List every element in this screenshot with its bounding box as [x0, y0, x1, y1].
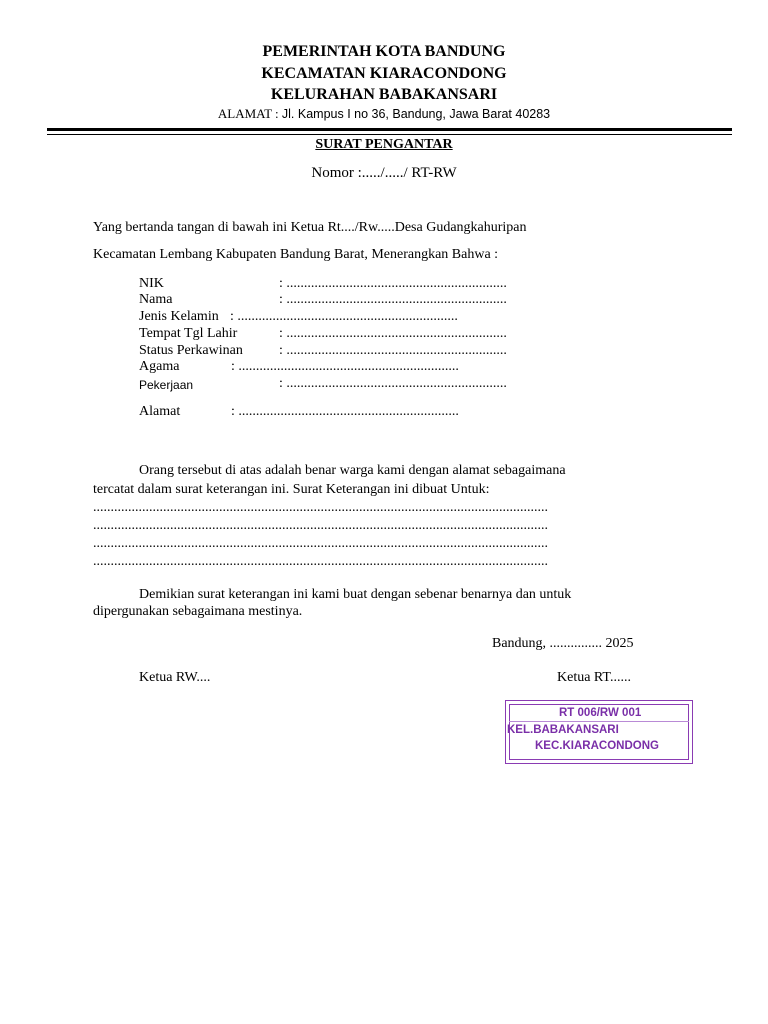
rt-stamp-divider — [509, 721, 689, 722]
letterhead-rule-thin — [47, 134, 732, 135]
body-paragraph-line-1: Orang tersebut di atas adalah benar warga kami dengan alamat sebagaimana — [139, 463, 566, 478]
field-jenis-kelamin-label: Jenis Kelamin — [139, 309, 219, 324]
field-nik-value: : ............................................................... — [279, 276, 507, 291]
stamp-kelurahan: KEL.BABAKANSARI — [507, 724, 619, 736]
document-title: SURAT PENGANTAR — [315, 137, 453, 152]
purpose-dotted-line-1: .................................................................................................................................. — [93, 500, 548, 515]
address-label: ALAMAT : — [217, 106, 282, 121]
field-status-perkawinan-label: Status Perkawinan — [139, 343, 243, 358]
stamp-rt-rw: RT 006/RW 001 — [559, 707, 642, 719]
signature-rt-label: Ketua RT...... — [557, 670, 631, 685]
field-nik-label: NIK — [139, 276, 164, 291]
field-pekerjaan-label: Pekerjaan — [139, 378, 194, 392]
intro-line-2: Kecamatan Lembang Kabupaten Bandung Barat, Menerangkan Bahwa : — [93, 247, 499, 262]
purpose-dotted-line-4: .................................................................................................................................. — [93, 554, 548, 569]
field-alamat-value: : ............................................................... — [231, 404, 459, 419]
field-agama-label: Agama — [139, 359, 180, 374]
letterhead-address — [0, 106, 768, 122]
letterhead-line-2: KECAMATAN KIARACONDONG — [261, 65, 507, 82]
body-paragraph-line-2: tercatat dalam surat keterangan ini. Surat Keterangan ini dibuat Untuk: — [93, 482, 490, 497]
field-alamat-label: Alamat — [139, 404, 181, 419]
field-pekerjaan-value: : ............................................................... — [279, 376, 507, 391]
field-tempat-tgl-lahir-value: : ............................................................... — [279, 326, 507, 341]
field-tempat-tgl-lahir-label: Tempat Tgl Lahir — [139, 326, 238, 341]
field-nama-label: Nama — [139, 292, 173, 307]
letterhead-rule-thick — [47, 128, 732, 131]
field-jenis-kelamin-value: : ............................................................... — [230, 309, 458, 324]
field-agama-value: : ............................................................... — [231, 359, 459, 374]
field-nama-value: : ............................................................... — [279, 292, 507, 307]
intro-line-1: Yang bertanda tangan di bawah ini Ketua Rt..../Rw.....Desa Gudangkahuripan — [93, 220, 527, 235]
date-line: Bandung, ............... 2025 — [492, 636, 634, 651]
purpose-dotted-line-2: .................................................................................................................................. — [93, 518, 548, 533]
signature-rw-label: Ketua RW.... — [139, 670, 211, 685]
letterhead-line-3: KELURAHAN BABAKANSARI — [270, 86, 498, 103]
field-status-perkawinan-value: : ............................................................... — [279, 343, 507, 358]
purpose-dotted-line-3: .................................................................................................................................. — [93, 536, 548, 551]
address-value: Jl. Kampus I no 36, Bandung, Jawa Barat 40283 — [281, 107, 551, 121]
stamp-kecamatan: KEC.KIARACONDONG — [535, 740, 659, 752]
closing-line-1: Demikian surat keterangan ini kami buat dengan sebenar benarnya dan untuk — [139, 587, 572, 602]
document-number: Nomor :...../...../ RT-RW — [311, 165, 457, 181]
letterhead-line-1: PEMERINTAH KOTA BANDUNG — [262, 43, 506, 60]
closing-line-2: dipergunakan sebagaimana mestinya. — [93, 604, 303, 619]
